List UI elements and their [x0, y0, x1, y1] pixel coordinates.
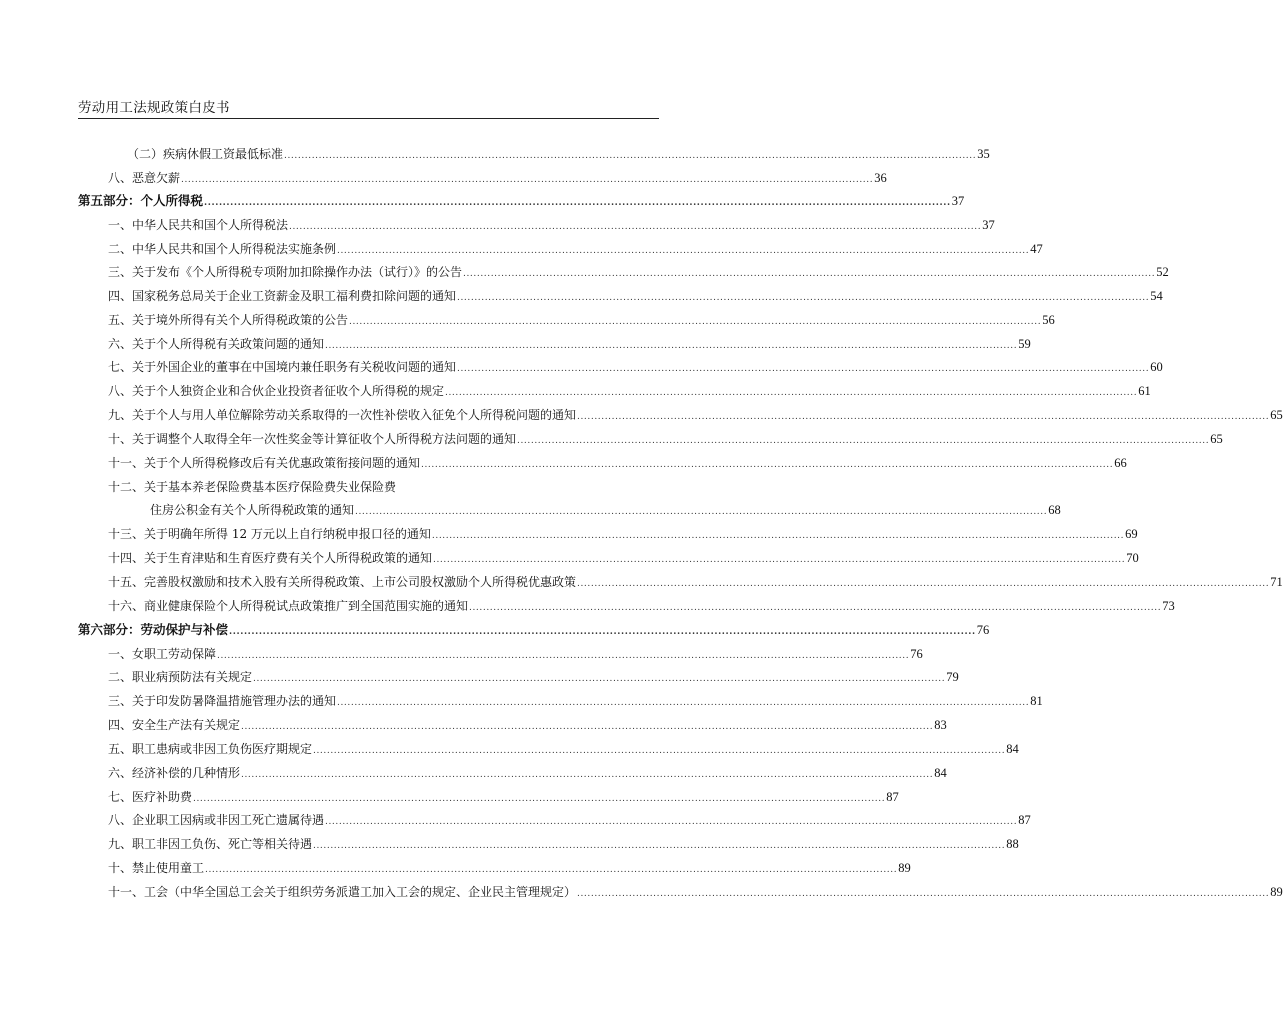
toc-entry[interactable]: [108, 358, 1163, 376]
toc-entry[interactable]: [108, 169, 887, 187]
toc-entry-title: 二、中华人民共和国个人所得税法实施条例: [108, 242, 337, 256]
toc-page-number: 79: [946, 670, 959, 684]
toc-entry-title: 三、关于发布《个人所得税专项附加扣除操作办法（试行）》的公告: [108, 265, 463, 279]
header-divider: [78, 118, 659, 119]
toc-entry[interactable]: [108, 573, 1283, 591]
toc-page-number: 37: [951, 194, 965, 208]
toc-entry-title: 第六部分：劳动保护与补偿: [78, 622, 229, 637]
toc-leader-dots: ........................................................................................................................................................................................................: [204, 198, 951, 208]
toc-entry-title: 一、女职工劳动保障: [108, 647, 217, 661]
toc-entry[interactable]: [108, 335, 1031, 353]
toc-page-number: 47: [1030, 242, 1043, 256]
toc-entry[interactable]: [108, 430, 1223, 448]
toc-entry[interactable]: [108, 597, 1175, 615]
toc-part-heading[interactable]: [78, 621, 990, 639]
toc-entry-title: 四、安全生产法有关规定: [108, 718, 241, 732]
toc-entry[interactable]: [127, 145, 990, 163]
toc-leader-dots: ........................................................................................................................................................................................................: [253, 674, 946, 684]
toc-page-number: 66: [1114, 456, 1127, 470]
toc-entry[interactable]: [108, 788, 899, 806]
toc-page-number: 87: [1018, 813, 1031, 827]
toc-leader-dots: ........................................................................................................................................................................................................: [421, 460, 1114, 470]
toc-entry[interactable]: [108, 287, 1163, 305]
toc-leader-dots: ........................................................................................................................................................................................................: [431, 531, 1125, 541]
toc-entry[interactable]: [108, 764, 947, 782]
toc-leader-dots: ........................................................................................................................................................................................................: [337, 246, 1030, 256]
toc-page-number: 84: [934, 766, 947, 780]
toc-leader-dots: ........................................................................................................................................................................................................: [325, 817, 1018, 827]
toc-page-number: 65: [1270, 408, 1283, 422]
toc-entry-title: 三、关于印发防暑降温措施管理办法的通知: [108, 694, 337, 708]
toc-entry-title: 二、职业病预防法有关规定: [108, 670, 253, 684]
toc-page-number: 60: [1150, 360, 1163, 374]
toc-page-number: 70: [1126, 551, 1139, 565]
toc-page-number: 87: [886, 790, 899, 804]
toc-page-number: 35: [977, 147, 990, 161]
toc-page-number: 61: [1138, 384, 1151, 398]
toc-entry-title: 十一、关于个人所得税修改后有关优惠政策衔接问题的通知: [108, 456, 421, 470]
toc-entry[interactable]: [108, 859, 911, 877]
toc-entry[interactable]: [108, 668, 959, 686]
toc-page-number: 36: [874, 170, 887, 185]
toc-page-number: 52: [1156, 265, 1169, 279]
toc-entry-title: 十、禁止使用童工: [108, 861, 205, 875]
toc-entry-title: 第五部分：个人所得税: [78, 193, 204, 208]
toc-page-number: 76: [976, 623, 990, 637]
toc-entry[interactable]: [108, 311, 1055, 329]
toc-leader-dots: ........................................................................................................................................................................................................: [457, 364, 1150, 374]
toc-leader-dots: ........................................................................................................................................................................................................: [457, 293, 1150, 303]
toc-entry[interactable]: [108, 692, 1043, 710]
toc-page-number: 68: [1048, 503, 1061, 517]
toc-entry-title: 十四、关于生育津贴和生育医疗费有关个人所得税政策的通知: [108, 551, 433, 565]
toc-entry[interactable]: [108, 382, 1151, 400]
toc-entry-title: 八、关于个人独资企业和合伙企业投资者征收个人所得税的规定: [108, 384, 445, 398]
toc-leader-dots: ........................................................................................................................................................................................................: [577, 889, 1270, 899]
toc-leader-dots: ........................................................................................................................................................................................................: [284, 151, 977, 161]
toc-leader-dots: ........................................................................................................................................................................................................: [313, 841, 1006, 851]
toc-leader-dots: ........................................................................................................................................................................................................: [469, 603, 1162, 613]
toc-page-number: 65: [1210, 432, 1223, 446]
toc-leader-dots: ........................................................................................................................................................................................................: [463, 269, 1156, 279]
toc-leader-dots: ........................................................................................................................................................................................................: [193, 794, 886, 804]
toc-leader-dots: ........................................................................................................................................................................................................: [325, 341, 1018, 351]
toc-entry[interactable]: [108, 478, 396, 496]
toc-entry-title: 七、医疗补助费: [108, 790, 193, 804]
toc-leader-dots: ........................................................................................................................................................................................................: [217, 651, 910, 661]
toc-entry[interactable]: [108, 740, 1019, 758]
toc-page-number: 54: [1150, 289, 1163, 303]
toc-entry-title: 八、企业职工因病或非因工死亡遗属待遇: [108, 813, 325, 827]
toc-page-number: 88: [1006, 837, 1019, 851]
toc-entry-title: 八、恶意欠薪: [108, 170, 181, 185]
toc-leader-dots: ........................................................................................................................................................................................................: [229, 627, 976, 637]
toc-leader-dots: ........................................................................................................................................................................................................: [577, 579, 1270, 589]
toc-entry-title: 十二、关于基本养老保险费基本医疗保险费失业保险费: [108, 480, 397, 494]
toc-page-number: 37: [982, 218, 995, 232]
toc-leader-dots: ........................................................................................................................................................................................................: [349, 317, 1042, 327]
toc-page-number: 83: [934, 718, 947, 732]
toc-entry[interactable]: [108, 883, 1283, 901]
toc-entry-title: 六、经济补偿的几种情形: [108, 766, 241, 780]
toc-page-number: 56: [1042, 313, 1055, 327]
toc-entry[interactable]: [108, 263, 1169, 281]
toc-page-number: 69: [1125, 527, 1138, 541]
toc-entry[interactable]: [108, 811, 1031, 829]
toc-entry-title: 十六、商业健康保险个人所得税试点政策推广到全国范围实施的通知: [108, 599, 469, 613]
toc-entry-title: 九、关于个人与用人单位解除劳动关系取得的一次性补偿收入征免个人所得税问题的通知: [108, 408, 577, 422]
toc-page-number: 76: [910, 647, 923, 661]
toc-entry[interactable]: [108, 549, 1139, 567]
toc-leader-dots: ........................................................................................................................................................................................................: [205, 865, 898, 875]
toc-leader-dots: ........................................................................................................................................................................................................: [241, 770, 934, 780]
toc-entry[interactable]: [108, 525, 1138, 543]
toc-entry[interactable]: [150, 501, 1061, 519]
toc-entry[interactable]: [108, 216, 995, 234]
toc-entry-title: 六、关于个人所得税有关政策问题的通知: [108, 337, 325, 351]
toc-leader-dots: ........................................................................................................................................................................................................: [241, 722, 934, 732]
toc-leader-dots: ........................................................................................................................................................................................................: [181, 174, 874, 185]
toc-leader-dots: ........................................................................................................................................................................................................: [433, 555, 1126, 565]
toc-page-number: 59: [1018, 337, 1031, 351]
toc-entry[interactable]: [108, 716, 947, 734]
toc-leader-dots: ........................................................................................................................................................................................................: [337, 698, 1030, 708]
toc-entry-title: 五、关于境外所得有关个人所得税政策的公告: [108, 313, 349, 327]
toc-entry-title: 十一、工会（中华全国总工会关于组织劳务派遣工加入工会的规定、企业民主管理规定）: [108, 885, 577, 899]
toc-page-number: 84: [1006, 742, 1019, 756]
toc-page-number: 89: [898, 861, 911, 875]
toc-entry[interactable]: [108, 454, 1127, 472]
toc-entry[interactable]: [108, 240, 1043, 258]
toc-part-heading[interactable]: [78, 192, 965, 210]
toc-entry-title: （二）疾病休假工资最低标准: [127, 147, 284, 161]
toc-page-number: 89: [1270, 885, 1283, 899]
toc-entry-title: 住房公积金有关个人所得税政策的通知: [150, 503, 355, 517]
toc-entry-title: 一、中华人民共和国个人所得税法: [108, 218, 289, 232]
toc-entry-title: 四、国家税务总局关于企业工资薪金及职工福利费扣除问题的通知: [108, 289, 457, 303]
toc-entry[interactable]: [108, 645, 923, 663]
toc-entry-title: 五、职工患病或非因工负伤医疗期规定: [108, 742, 313, 756]
toc-page-number: 81: [1030, 694, 1043, 708]
toc-page-number: 71: [1270, 575, 1283, 589]
toc-entry-title: 十五、完善股权激励和技术入股有关所得税政策、上市公司股权激励个人所得税优惠政策: [108, 575, 577, 589]
toc-page-number: 73: [1162, 599, 1175, 613]
toc-leader-dots: ........................................................................................................................................................................................................: [577, 412, 1270, 422]
toc-leader-dots: ........................................................................................................................................................................................................: [289, 222, 982, 232]
toc-entry[interactable]: [108, 406, 1283, 424]
toc-leader-dots: ........................................................................................................................................................................................................: [445, 388, 1138, 398]
toc-leader-dots: ........................................................................................................................................................................................................: [355, 507, 1048, 517]
toc-entry-title: 九、职工非因工负伤、死亡等相关待遇: [108, 837, 313, 851]
toc-entry-title: 十、关于调整个人取得全年一次性奖金等计算征收个人所得税方法问题的通知: [108, 432, 517, 446]
toc-leader-dots: ........................................................................................................................................................................................................: [517, 436, 1210, 446]
toc-entry-title: 十三、关于明确年所得 12 万元以上自行纳税申报口径的通知: [108, 527, 431, 541]
toc-leader-dots: ........................................................................................................................................................................................................: [313, 746, 1006, 756]
toc-entry[interactable]: [108, 835, 1019, 853]
toc-entry-title: 七、关于外国企业的董事在中国境内兼任职务有关税收问题的通知: [108, 360, 457, 374]
document-header-title: 劳动用工法规政策白皮书: [78, 100, 230, 116]
